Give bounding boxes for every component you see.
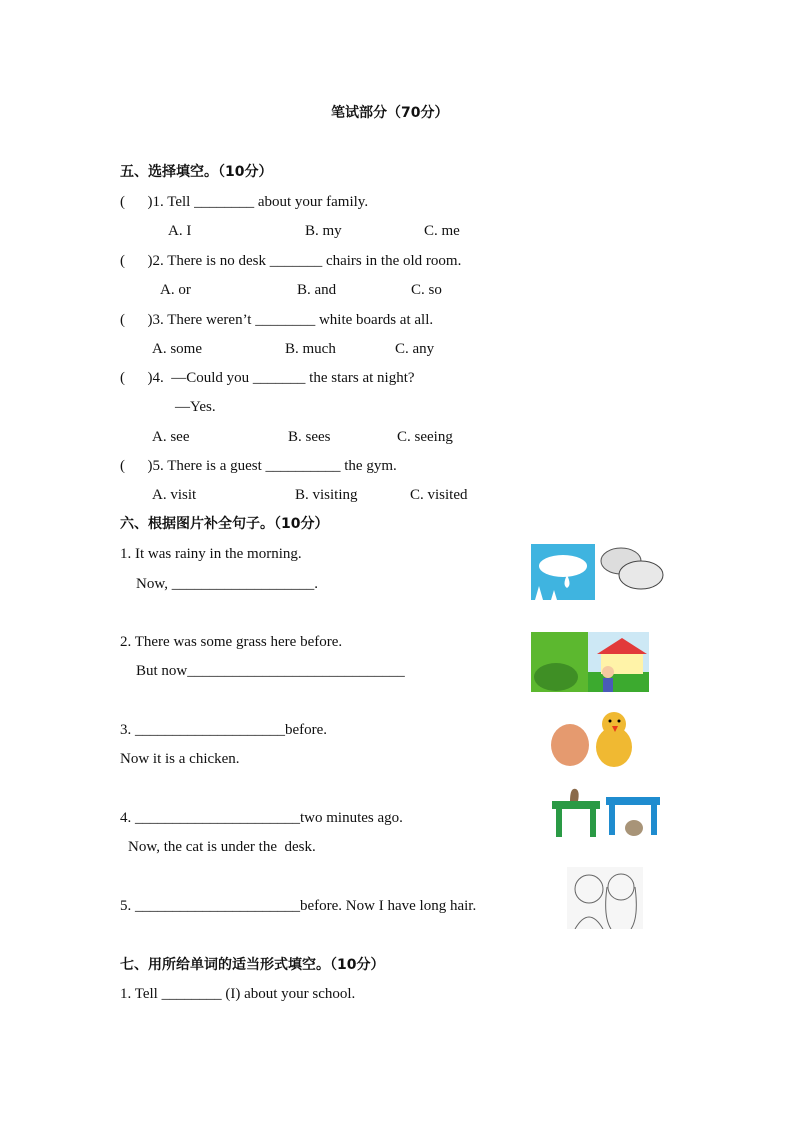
option-c: C. any: [395, 341, 435, 357]
question-4: ( )4. —Could you _______ the stars at night?: [120, 370, 415, 386]
picture-item-1-answer: Now, ___________________.: [136, 576, 318, 592]
option-c: C. me: [424, 223, 460, 239]
cat-and-desks-picture: [550, 785, 662, 841]
page-title: 笔试部分（70分）: [331, 105, 449, 121]
section6-heading: 六、根据图片补全句子。（10分）: [120, 516, 329, 532]
section7-heading: 七、用所给单词的适当形式填空。（10分）: [120, 957, 385, 973]
rain-to-cloudy-picture: [531, 541, 665, 601]
grass-and-house-picture: [531, 632, 649, 692]
picture-item-3: 3. ____________________before.: [120, 722, 328, 738]
question-1: ( )1. Tell ________ about your family.: [120, 194, 369, 210]
option-a: A. see: [152, 429, 190, 445]
option-c: C. seeing: [397, 429, 453, 445]
question-4-answer: —Yes.: [175, 399, 216, 415]
girls-hair-picture: [567, 867, 643, 929]
section5-heading: 五、选择填空。（10分）: [120, 164, 273, 180]
picture-item-1: 1. It was rainy in the morning.: [120, 546, 302, 562]
question-3: ( )3. There weren’t ________ white boards at all.: [120, 312, 434, 328]
picture-item-3-line2: Now it is a chicken.: [120, 751, 240, 767]
question-2: ( )2. There is no desk _______ chairs in the old room.: [120, 253, 462, 269]
picture-item-2-answer: But now_____________________________: [136, 663, 405, 679]
option-b: B. my: [305, 223, 342, 239]
fill-item-1: 1. Tell ________ (I) about your school.: [120, 986, 356, 1002]
egg-and-chick-picture: [550, 707, 635, 769]
picture-item-2: 2. There was some grass here before.: [120, 634, 343, 650]
option-b: B. visiting: [295, 487, 358, 503]
option-b: B. and: [297, 282, 337, 298]
picture-item-5: 5. ______________________before. Now I have long hair.: [120, 898, 477, 914]
option-b: B. sees: [288, 429, 331, 445]
option-a: A. I: [168, 223, 192, 239]
option-a: A. visit: [152, 487, 197, 503]
question-5: ( )5. There is a guest __________ the gym.: [120, 458, 397, 474]
option-a: A. some: [152, 341, 202, 357]
picture-item-4-line2: Now, the cat is under the desk.: [128, 839, 316, 855]
option-a: A. or: [160, 282, 191, 298]
option-b: B. much: [285, 341, 336, 357]
option-c: C. so: [411, 282, 442, 298]
picture-item-4: 4. ______________________two minutes ago.: [120, 810, 403, 826]
option-c: C. visited: [410, 487, 468, 503]
